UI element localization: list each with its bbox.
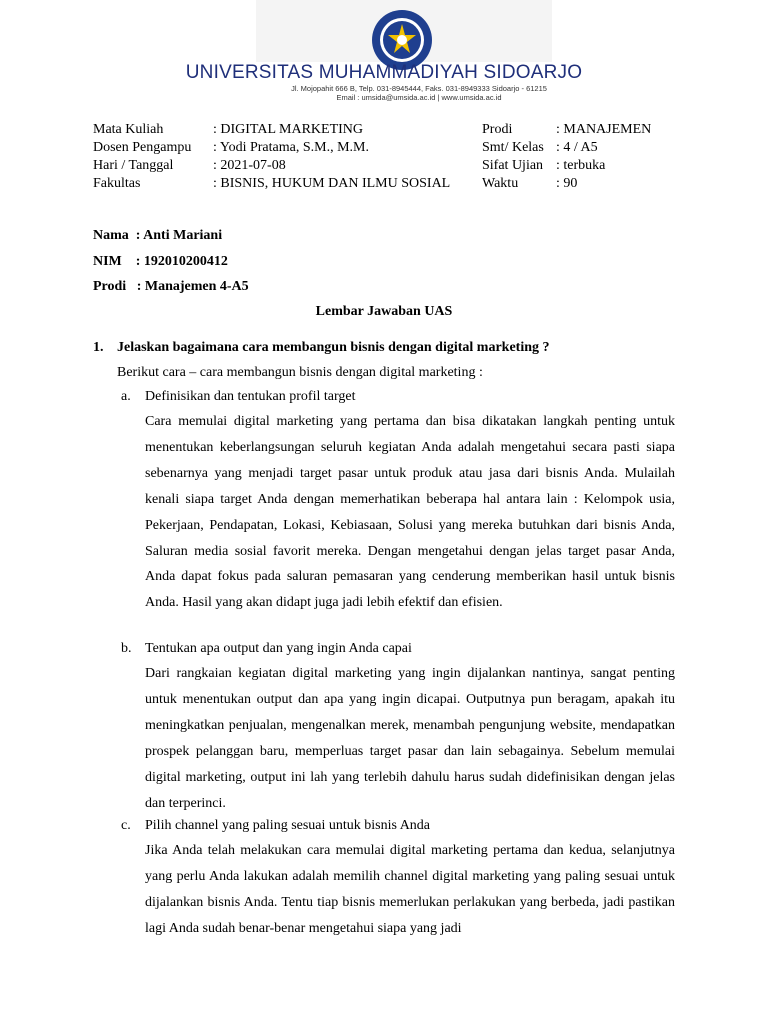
meta-value: : MANAJEMEN bbox=[556, 122, 652, 137]
item-title: Definisikan dan tentukan profil target bbox=[145, 389, 356, 404]
item-letter: c. bbox=[121, 818, 131, 833]
meta-value: : DIGITAL MARKETING bbox=[213, 122, 364, 137]
question-number: 1. bbox=[93, 340, 104, 355]
answer-intro: Berikut cara – cara membangun bisnis dengan digital marketing : bbox=[117, 365, 483, 380]
answer-item-c-body: Jika Anda telah melakukan cara memulai digital marketing pertama dan kedua, selanjutnya yang perlu Anda lakukan adalah memilih channel digital marketing yang paling sesuai untuk dijalankan bisnis Anda. Tentu tiap bisnis memerlukan perlakukan yang berbeda, jadi pastikan lagi Anda sudah benar-benar mengetahui siapa yang jadi bbox=[145, 843, 675, 936]
meta-label: Prodi bbox=[482, 122, 513, 137]
answer-item-b-title bbox=[121, 640, 412, 658]
university-name: UNIVERSITAS MUHAMMADIYAH SIDOARJO bbox=[185, 62, 583, 83]
meta-value: : terbuka bbox=[556, 158, 606, 173]
question-1 bbox=[93, 339, 550, 357]
meta-label: Mata Kuliah bbox=[93, 122, 164, 137]
item-title: Tentukan apa output dan yang ingin Anda capai bbox=[145, 641, 412, 656]
meta-value: : 90 bbox=[556, 176, 578, 191]
meta-value: : 4 / A5 bbox=[556, 140, 598, 155]
student-name: Nama : Anti Mariani bbox=[93, 228, 223, 243]
meta-label: Hari / Tanggal bbox=[93, 158, 174, 173]
university-address: Jl. Mojopahit 666 B, Telp. 031-8945444, Faks. 031-8949333 Sidoarjo - 61215 bbox=[291, 84, 547, 93]
meta-label: Sifat Ujian bbox=[482, 158, 544, 173]
answer-item-a-body: Cara memulai digital marketing yang pertama dan bisa dikatakan langkah penting untuk menentukan keberlangsungan seluruh kegiatan Anda adalah mengetahui secara pasti siapa sebenarnya yang menjadi target pasar untuk produk atau jasa dari bisnis Anda. Mulailah kenali siapa target Anda dengan memerhatikan beberapa hal antara lain : Kelompok usia, Pekerjaan, Pendapatan, Lokasi, Kebiasaan, Solusi yang mereka butuhkan dari bisnis Anda, Saluran media sosial favorit mereka. Dengan mengetahui dengan jelas target pasar Anda, Anda dapat fokus pada saluran pemasaran yang cenderung memberikan hasil untuk bisnis Anda. Hasil yang akan didapt juga jadi lebih efektif dan efisien. bbox=[145, 414, 675, 611]
item-letter: a. bbox=[121, 389, 131, 404]
question-text: Jelaskan bagaimana cara membangun bisnis dengan digital marketing ? bbox=[117, 340, 550, 355]
answer-item-c-title bbox=[121, 817, 430, 835]
answer-sheet-title: Lembar Jawaban UAS bbox=[315, 304, 453, 319]
meta-value: : 2021-07-08 bbox=[213, 158, 286, 173]
meta-value: : Yodi Pratama, S.M., M.M. bbox=[213, 140, 369, 155]
university-contact: Email : umsida@umsida.ac.id | www.umsida.ac.id bbox=[336, 93, 502, 102]
item-title: Pilih channel yang paling sesuai untuk bisnis Anda bbox=[145, 818, 431, 833]
answer-item-a-title bbox=[121, 388, 355, 406]
item-letter: b. bbox=[121, 641, 132, 656]
meta-label: Fakultas bbox=[93, 176, 141, 191]
meta-label: Waktu bbox=[482, 176, 519, 191]
meta-label: Smt/ Kelas bbox=[482, 140, 544, 155]
meta-label: Dosen Pengampu bbox=[93, 140, 192, 155]
student-nim: NIM : 192010200412 bbox=[93, 254, 228, 269]
meta-value: : BISNIS, HUKUM DAN ILMU SOSIAL bbox=[213, 176, 451, 191]
student-prodi: Prodi : Manajemen 4-A5 bbox=[93, 279, 249, 294]
answer-item-b-body: Dari rangkaian kegiatan digital marketing yang ingin dijalankan nantinya, sangat penting untuk menentukan output dan apa yang ingin dicapai. Outputnya pun beragam, apakah itu meningkatkan penjualan, mengenalkan merek, menambah pengunjung website, mendapatkan prospek pelanggan baru, memperluas target pasar dan lain sebagainya. Sebelum memulai digital marketing, output ini lah yang terlebih dahulu harus sudah didefinisikan dengan jelas dan terperinci. bbox=[145, 666, 675, 811]
